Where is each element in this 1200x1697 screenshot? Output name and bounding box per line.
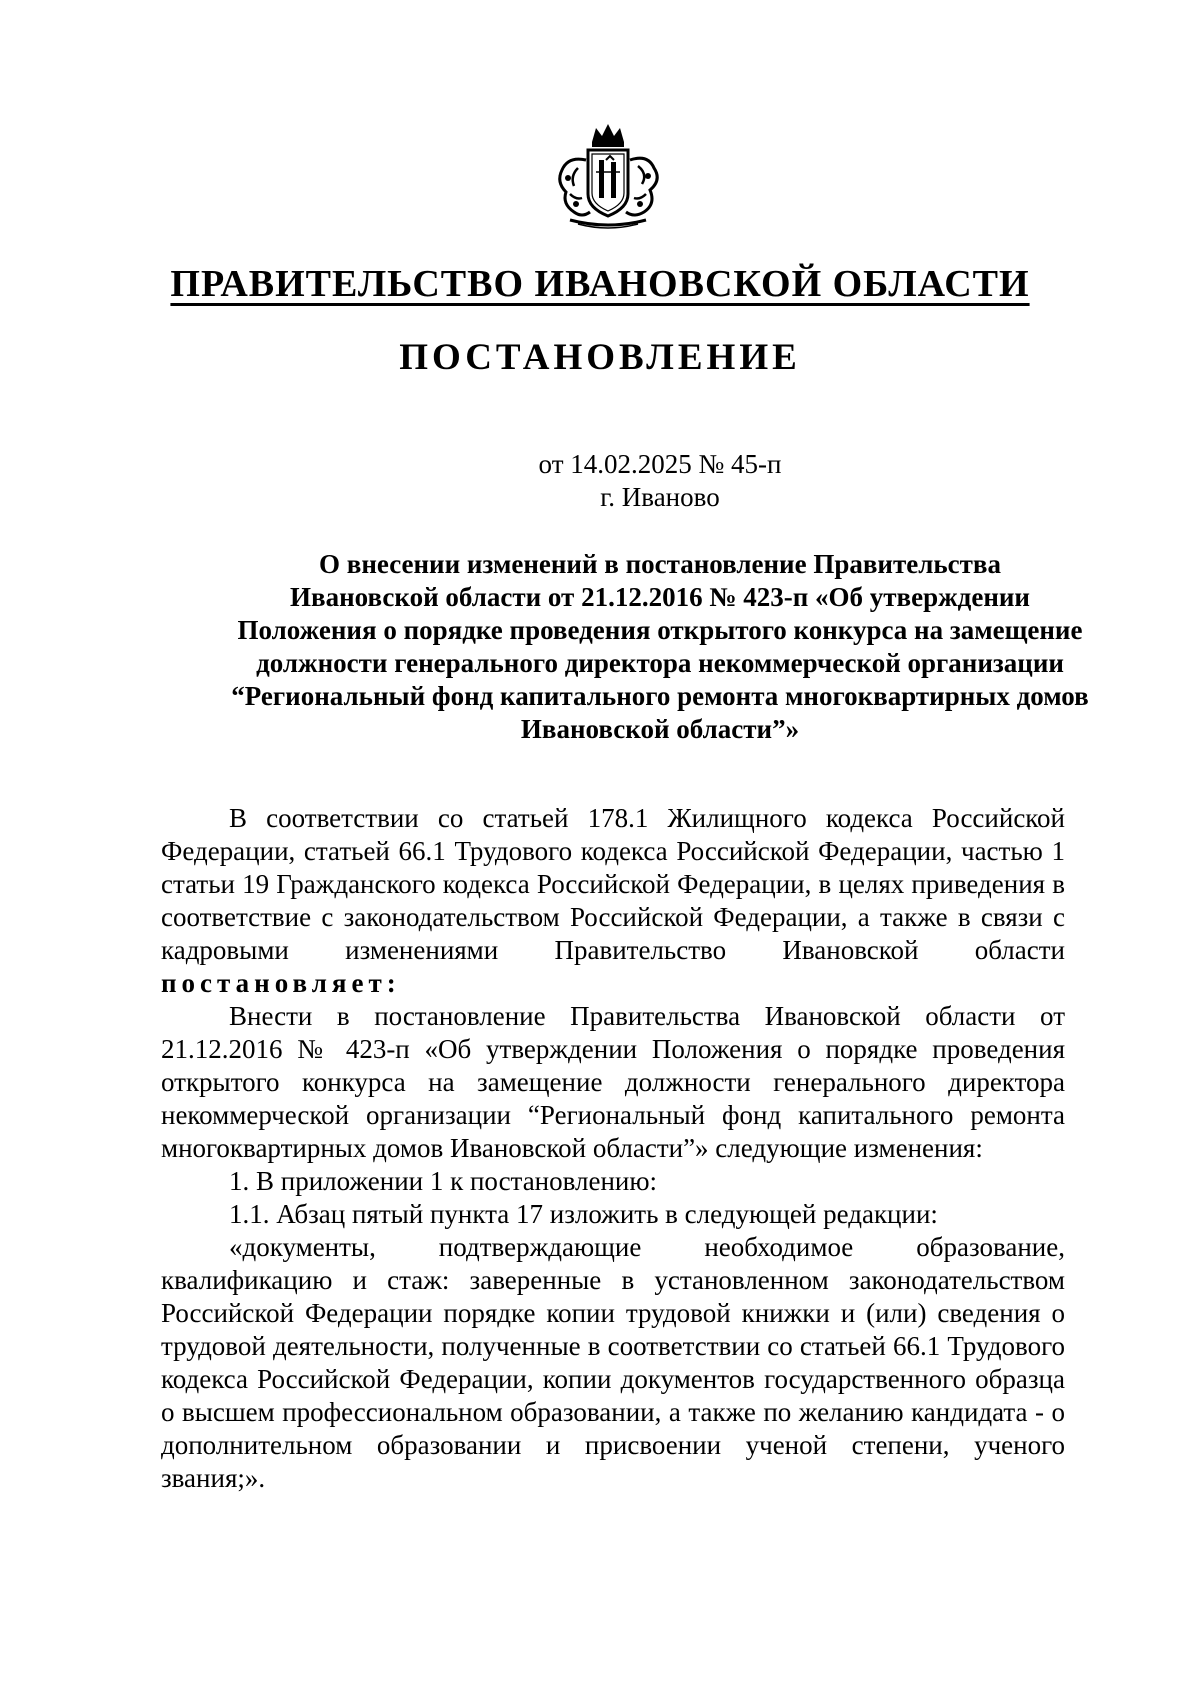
subject-line: Ивановской области от 21.12.2016 № 423-п «Об утверждении — [290, 582, 1030, 612]
decree-word: постановляет: — [161, 968, 401, 998]
document-subject — [60, 548, 1200, 746]
document-body — [161, 802, 1065, 1495]
preamble-text: В соответствии со статьей 178.1 Жилищного кодекса Российской Федерации, статьей 66.1 Трудового кодекса Российской Федерации, частью 1 статьи 19 Гражданского кодекса Российской Федерации, в целях приведения в соответствие с законодательством Российской Федерации, а также в связи с кадровыми изменениями Правительство Ивановской области — [161, 803, 1065, 965]
body-paragraph: Внести в постановление Правительства Ивановской области от 21.12.2016 № 423-п «Об утверждении Положения о порядке проведения открытого конкурса на замещение должности генерального директора некоммерческой организации “Региональный фонд капитального ремонта многоквартирных домов Ивановской области”» следующие изменения: — [161, 1001, 1065, 1163]
subject-line: Ивановской области”» — [520, 714, 800, 744]
document-type: ПОСТАНОВЛЕНИЕ — [399, 337, 801, 378]
preamble-paragraph — [161, 802, 1065, 1000]
coat-of-arms-icon — [548, 120, 668, 232]
document-meta — [60, 448, 1200, 514]
subject-line: О внесении изменений в постановление Правительства — [319, 549, 1001, 579]
date-number: от 14.02.2025 № 45-п — [538, 449, 782, 479]
city: г. Иваново — [600, 482, 720, 512]
body-paragraph: 1. В приложении 1 к постановлению: — [229, 1166, 658, 1196]
subject-line: должности генерального директора некоммерческой организации — [256, 648, 1064, 678]
body-paragraph: «документы, подтверждающие необходимое образование, квалификацию и стаж: заверенные в установленном законодательством Российской Федерации порядке копии трудовой книжки и (или) сведения о трудовой деятельности, полученные в соответствии со статьей 66.1 Трудового кодекса Российской Федерации, копии документов государственного образца о высшем профессиональном образовании, а также по желанию кандидата - о дополнительном образовании и присвоении ученой степени, ученого звания;». — [161, 1232, 1065, 1493]
subject-line: Положения о порядке проведения открытого конкурса на замещение — [237, 615, 1083, 645]
government-title: ПРАВИТЕЛЬСТВО ИВАНОВСКОЙ ОБЛАСТИ — [170, 263, 1030, 305]
subject-line: “Региональный фонд капитального ремонта многоквартирных домов — [231, 681, 1089, 711]
body-paragraph: 1.1. Абзац пятый пункта 17 изложить в следующей редакции: — [229, 1199, 938, 1229]
